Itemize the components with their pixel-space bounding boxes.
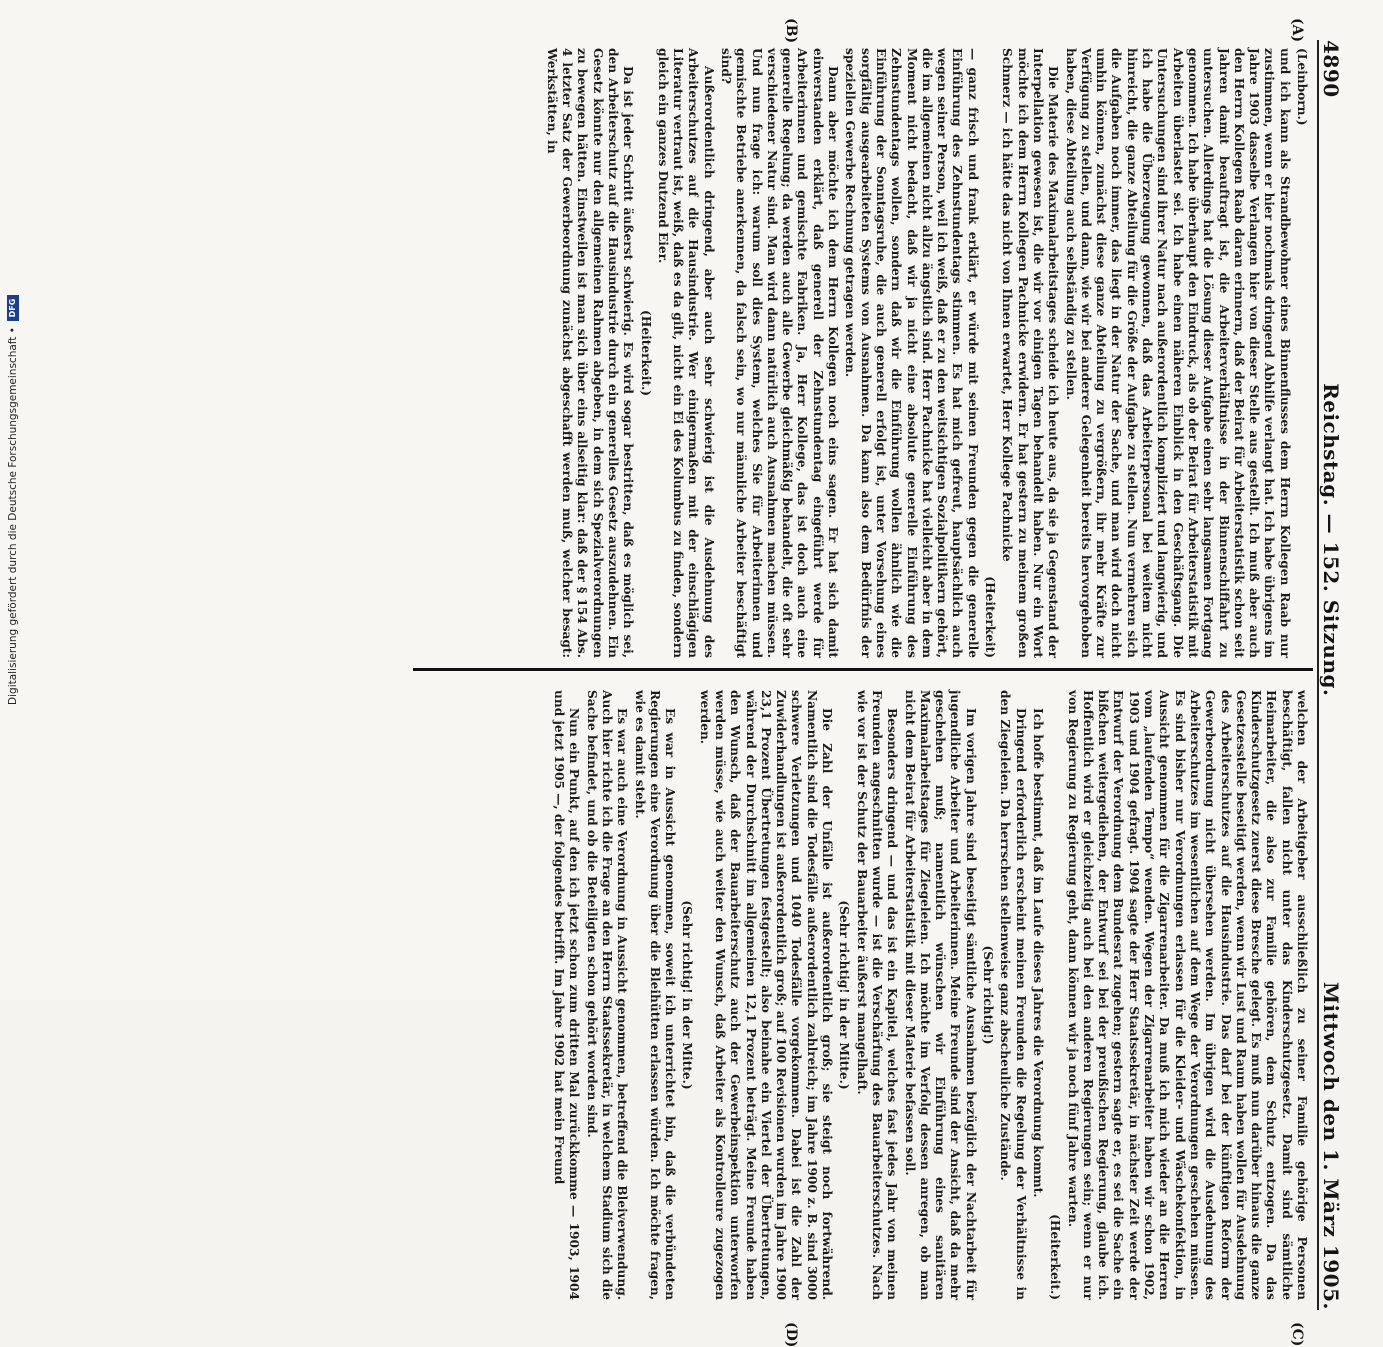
right-column-paragraph: (Heiterkeit.) [1048, 1214, 1063, 1300]
right-column-paragraph: welchen der Arbeitgeber ausschließlich zu seiner Familie gehörige Personen beschäftigt, fallen nicht unter das Kinderschutzgesetz. Damit sind sämtliche Heimarbeiter, die also zur Familie gehören, dem Schutz entzogen. Da das Kinderschutzgesetz zuerst diese Bresche gelegt. Es muß nun darüber hinaus die ganze Gesetzesstelle beseitigt werden, wenn wir Lust und Raum haben wollen für Ausdehnung des Arbeiterschutzes auf die Hausindustrie. Das darf bei der künftigen Reform der Gewerbeordnung nicht übersehen werden. Im übrigen wird die Ausdehnung des Arbeiterschutzes im wesentlichen auf dem Wege der Verordnungen geschehen müssen. Es sind bisher nur Verordnungen erlassen für die Kleider- und Wäschekonfektion, in Aussicht genommen für die Zigarrenarbeiter. Da muß ich mich wieder an die Herren vom „laufenden Tempo“ wenden. Wegen der Zigarrenarbeiter haben wir schon 1902, 1903 und 1904 gefragt. 1904 sagte der Herr Staatssekretär, in nächster Zeit werde der Entwurf der Verordnung dem Bundesrat zugehen; gestern sagte er, es sei die Sache ein bißchen weitergediehen, der Entwurf sei bei der preußischen Regierung, glaube ich. Hoffentlich wird er gleichzeitig auch bei den anderen Regierungen sein; wenn er nur von Regierung zu Regierung geht, dann können wir ja noch fünf Jahre warten. [1065, 690, 1309, 1300]
left-column-paragraph: (Leinborn.) [1295, 48, 1309, 126]
session-date: Mittwoch den 1. März 1905. [1319, 981, 1343, 1310]
left-column-paragraph: Außerordentlich dringend, aber auch sehr schwierig ist die Ausdehnung des Arbeiterschutzes auf die Hausindustrie. Wer einigermaßen mit der einschlägigen Literatur vertraut ist, weiß, daß es da gilt, nicht ein Ei des Kolumbus zu finden, sondern gleich ein ganzes Dutzend Eier. [655, 48, 716, 658]
left-column-paragraph: (Heiterkeit) [983, 576, 998, 658]
margin-marker-b: (B) [783, 18, 799, 44]
left-column-paragraph: Dann aber möchte ich dem Herrn Kollegen noch eins sagen. Er hat sich damit einverstanden erklärt, daß generell der Zehnstundentag eingeführt werde für Arbeiterinnen und gemischte Fabriken. Ja, Herr Kollege, das ist doch auch eine generelle Regelung; da werden auch alle Gewerbe gleichmäßig behandelt, die oft sehr verschiedener Natur sind. Man wird dann natürlich auch Ausnahmen machen müssen. Und nun frage ich: warum soll dies System, welches Sie für Arbeiterinnen und gemischte Betriebe anerkennen, da falsch sein, wo nur männliche Arbeiter beschäftigt sind? [719, 48, 841, 658]
dfg-logo-icon: DFG [7, 295, 19, 321]
right-column-paragraph: Dringend erforderlich erscheint meinen Freunden die Regelung der Verhältnisse in den Ziegeleien. Da herrschen stellenweise ganz abscheuliche Zustände. [998, 690, 1028, 1300]
footer-text: Digitalisierung gefördert durch die Deutsche Forschungsgemeinschaft • [7, 327, 19, 705]
right-column-paragraph: (Sehr richtig!) [981, 945, 996, 1045]
margin-marker-a: (A) [1289, 18, 1305, 43]
right-column-paragraph: (Sehr richtig! in der Mitte.) [680, 900, 695, 1090]
page-header [1319, 40, 1355, 1310]
right-column-paragraph: Die Zahl der Unfälle ist außerordentlich groß; sie steigt noch fortwährend. Namentlich sind die Todesfälle außerordentlich zahlreich; im Jahre 1900 z. B. sind 3000 schwere Verletzungen und 1040 Todesfälle vorgekommen. Dabei ist die Zahl der Zuwiderhandlungen ist außerordentlich groß; auf 100 Revisionen wurden im Jahre 1900 23,1 Prozent Übertretungen festgestellt; also beinahe ein Viertel der Übertretungen, während der Durchschnitt im allgemeinen 12,1 Prozent beträgt. Meine Freunde haben den Wunsch, daß der Bauarbeiterschutz auch der Gewerbeinspektion unterworfen werden müsse, wie auch weiter den Wunsch, daß Arbeiter als Kontrolleure zugezogen werden. [697, 690, 835, 1300]
session-title: Reichstag. — 152. Sitzung. [1319, 383, 1343, 697]
left-column-paragraph: Da ist jeder Schritt äußerst schwierig. Es wird sogar bestritten, daß es möglich sei, den Arbeiterschutz auf die Hausindustrie durch ein generelles Gesetz auszudehnen. Ein Gesetz könnte nur den allgemeinen Rahmen abgeben, in dem sich Spezialverordnungen zu bewegen hätten. Einstweilen ist man sich über eins allseitig klar: daß der § 154 Abs. 4 letzter Satz der Gewerbeordnung zunächst abgeschafft werden muß, welcher besagt: Werkstätten, in [544, 48, 636, 658]
right-column-paragraph: (Sehr richtig! in der Mitte.) [837, 900, 852, 1090]
right-column-paragraph: Nun ein Punkt, auf den ich jetzt schon zum dritten Mal zurückkomme — 1903, 1904 und jetzt 1905 —, der folgendes betrifft. Im Jahre 1902 hat mein Freund [552, 690, 582, 1300]
left-column-paragraph: und ich kann als Strandbewohner eines Binnenflusses dem Herrn Kollegen Raab nur zustimmen, wenn er hier nochmals dringend Abhilfe verlangt hat. Ich habe übrigens im Jahre 1903 dasselbe Verlangen hier von dieser Stelle aus gestellt. Ich muß aber auch den Herrn Kollegen Raab daran erinnern, daß der Beirat für Arbeiterstatistik schon seit Jahren damit beauftragt ist, die Arbeiterverhältnisse in der Binnenschiffahrt zu untersuchen. Allerdings hat die Lösung dieser Aufgabe einen sehr langsamen Fortgang genommen. Ich habe überhaupt den Eindruck, als ob der Beirat für Arbeiterstatistik mit Arbeiten überlastet sei. Ich habe einen näheren Einblick in den Geschäftsgang. Die Untersuchungen sind ihrer Natur nach außerordentlich kompliziert und langwierig, und ich habe die Überzeugung gewonnen, daß das Arbeiterpersonal bei weitem nicht hinreicht, die ganze Abteilung für die Größe der Aufgabe zu stellen. Nun vermehren sich die Aufgaben noch immer, das liegt in der Natur der Sache, und man wird doch nicht umhin können, zunächst diese ganze Abteilung zu vergrößern, ihr mehr Kräfte zur Verfügung zu stellen, und dann, wie wir bei anderer Gelegenheit bereits hervorgehoben haben, diese Abteilung auch selbständig zu stellen. [1063, 48, 1292, 658]
right-column [549, 690, 1309, 1300]
right-column-paragraph: Ich hoffe bestimmt, daß im Laufe dieses Jahres die Verordnung kommt. [1030, 708, 1045, 1198]
margin-marker-d: (D) [783, 1322, 799, 1347]
right-column-paragraph: Im vorigen Jahre sind beseitigt sämtliche Ausnahmen bezüglich der Nachtarbeit für jugendliche Arbeiter und Arbeiterinnen. Meine Freunde sind der Ansicht, daß da mehr geschehen muß; namentlich wünschen wir Einführung eines sanitären Maximalarbeitstages für Ziegeleien. Ich möchte im Verfolg dessen anregen, ob man nicht dem Beirat für Arbeiterstatistik mit dieser Materie befassen soll. [902, 690, 978, 1300]
left-column-paragraph: Die Materie des Maximalarbeitstages scheide ich heute aus, da sie ja Gegenstand der Interpellation gewesen ist, die wir vor einigen Tagen behandelt haben. Nur ein Wort möchte ich dem Herrn Kollegen Pachnicke erwidern. Er hat gestern zu meinem großen Schmerz — ich hätte das nicht von Ihnen erwartet, Herr Kollege Pachnicke [1000, 48, 1061, 658]
right-column-paragraph: Besonders dringend — und das ist ein Kapitel, welches fast jedes Jahr von meinen Freunden angeschnitten wurde — ist die Verschärfung des Bauarbeiterschutzes. Nach wie vor ist der Schutz der Bauarbeiter äußerst mangelhaft. [854, 690, 900, 1300]
left-column [541, 48, 1309, 658]
right-column-paragraph: Es war in Aussicht genommen, soweit ich unterrichtet bin, daß die verbündeten Regierungen eine Verordnung über die Bleihütten erlassen würden. Ich möchte fragen, wie es damit steht. [632, 690, 678, 1300]
digitization-footer [4, 0, 22, 1000]
column-divider [413, 668, 1313, 671]
page-number: 4890 [1319, 40, 1343, 98]
header-rule [1317, 40, 1319, 1310]
left-column-paragraph: (Heiterkeit.) [638, 310, 653, 396]
right-column-paragraph: Es war auch eine Verordnung in Aussicht genommen, betreffend die Bleiverwendung. Auch hier richte ich die Frage an den Herrn Staatssekretär, in welchem Stadium sich die Sache befindet, und ob die Beteiligten schon gehört worden sind. [584, 690, 630, 1300]
left-column-paragraph: — ganz frisch und frank erklärt, er würde mit seinen Freunden gegen die generelle Einführung des Zehnstundentags stimmen. Es hat mich gefreut, hauptsächlich auch wegen seiner Person, weil ich weiß, daß er zu den weitsichtigen Sozialpolitikern gehört, die im allgemeinen nicht allzu ängstlich sind. Herr Pachnicke hat vielleicht aber in dem Moment nicht bedacht, daß wir ja nicht eine absolute generelle Einführung des Zehnstundentags wollen, sondern daß wir die Einführung wollen ähnlich wie die Einführung der Sonntagsruhe, die auch generell erfolgt ist, unter Vorsehung eines sorgfältig ausgearbeiteten Systems von Ausnahmen. Da kann also dem Bedürfnis der speziellen Gewerbe Rechnung getragen werden. [843, 48, 980, 658]
margin-marker-c: (C) [1289, 1322, 1305, 1347]
